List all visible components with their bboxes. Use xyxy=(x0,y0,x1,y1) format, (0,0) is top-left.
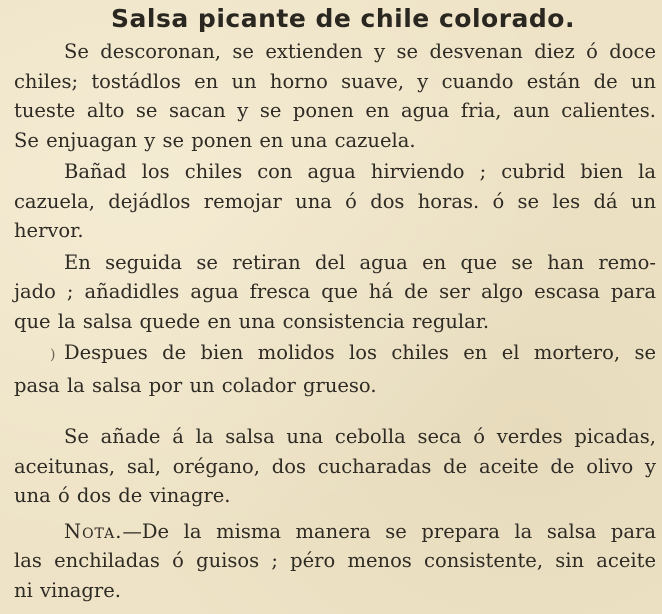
paragraph-line: Se descoronan, se extienden y se desvenan diez ó doce xyxy=(64,40,656,63)
paragraph-2 xyxy=(14,157,656,246)
paragraph-line: hervor. xyxy=(14,219,84,242)
paragraph-line: una ó dos de vinagre. xyxy=(14,484,231,507)
paragraph-line: ) Despues de bien molidos los chiles en el mortero, se xyxy=(50,341,656,364)
paragraph-line: aceitunas, sal, orégano, dos cucharadas de aceite de olivo y xyxy=(14,454,656,478)
paragraph-line: Bañad los chiles con agua hirviendo ; cubrid bien la xyxy=(64,160,656,183)
paragraph-line-text: Despues de bien molidos los chiles en el mortero, se xyxy=(64,341,656,364)
paragraph-line: que la salsa quede en una consistencia regular. xyxy=(14,309,490,333)
paragraph-line: las enchiladas ó guisos ; péro menos consistente, sin aceite xyxy=(14,549,656,572)
recipe-page xyxy=(14,4,656,605)
paragraph-4 xyxy=(14,338,656,400)
paragraph-5 xyxy=(14,422,656,511)
note-paragraph xyxy=(14,517,656,606)
paragraph-line: chiles; tostádlos en un horno suave, y cuando están de un xyxy=(14,69,656,93)
paragraph-line: tueste alto se sacan y se ponen en agua fria, aun calientes. xyxy=(14,99,656,122)
note-text: —De la misma manera se prepara la salsa para xyxy=(122,519,656,543)
paragraph-3 xyxy=(14,248,656,337)
paragraph-line: pasa la salsa por un colador grueso. xyxy=(14,373,377,397)
note-label: Nota. xyxy=(64,519,123,543)
recipe-title: Salsa picante de chile colorado. xyxy=(111,4,575,33)
paragraph-1 xyxy=(14,37,656,155)
paragraph-line: ni vinagre. xyxy=(14,578,121,602)
paragraph-line: En seguida se retiran del agua en que se han remo- xyxy=(64,250,656,274)
paragraph-line: Se añade á la salsa una cebolla seca ó verdes picadas, xyxy=(64,425,656,448)
paragraph-line xyxy=(14,517,656,547)
paragraph-line: jado ; añadidles agua fresca que há de ser algo escasa para xyxy=(14,280,656,303)
paragraph-line: cazuela, dejádlos remojar una ó dos horas. ó se les dá un xyxy=(14,189,656,213)
paragraph-line: Se enjuagan y se ponen en una cazuela. xyxy=(14,128,416,152)
